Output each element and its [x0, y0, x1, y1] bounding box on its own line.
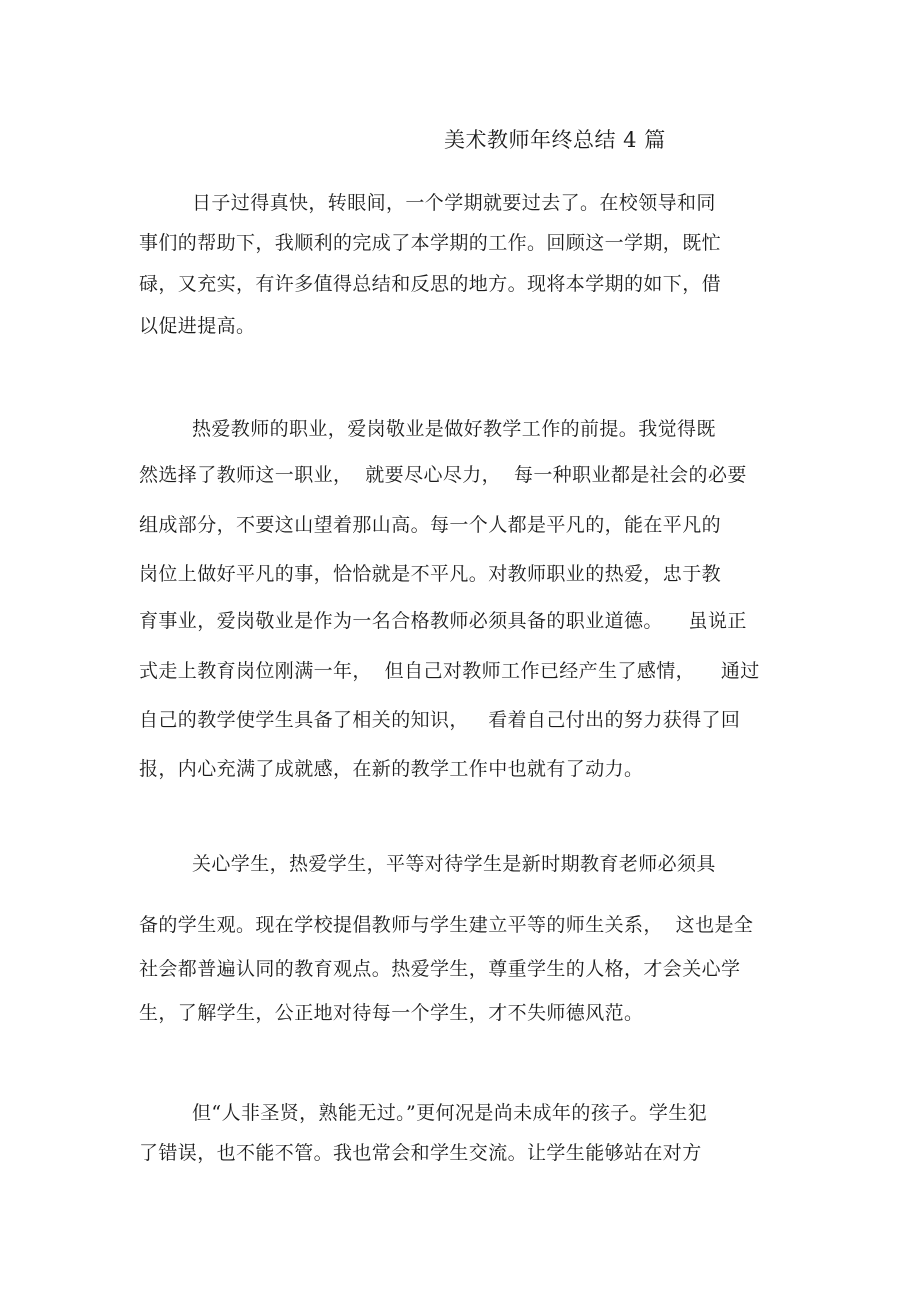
paragraph-3-line: 关心学生，热爱学生，平等对待学生是新时期教育老师必须具 — [192, 853, 716, 875]
paragraph-2-line: 报，内心充满了成就感，在新的教学工作中也就有了动力。 — [139, 758, 644, 780]
document-title: 美术教师年终总结 4 篇 — [444, 128, 666, 152]
paragraph-1-line: 以促进提高。 — [139, 315, 256, 337]
paragraph-4-line: 了错误，也不能不管。我也常会和学生交流。让学生能够站在对方 — [139, 1142, 702, 1164]
paragraph-3-line: 备的学生观。现在学校提倡教师与学生建立平等的师生关系， 这也是全 — [139, 914, 754, 936]
paragraph-3-line: 社会都普遍认同的教育观点。热爱学生，尊重学生的人格，才会关心学 — [139, 958, 741, 980]
paragraph-2-line: 岗位上做好平凡的事，恰恰就是不平凡。对教师职业的热爱，忠于教 — [139, 563, 722, 585]
paragraph-4-line: 但“人非圣贤，熟能无过。”更何况是尚未成年的孩子。学生犯 — [192, 1102, 708, 1124]
paragraph-2-line: 热爱教师的职业，爱岗敬业是做好教学工作的前提。我觉得既 — [192, 418, 716, 440]
paragraph-3-line: 生，了解学生，公正地对待每一个学生，才不失师德风范。 — [139, 1002, 644, 1024]
paragraph-2-line: 式走上教育岗位刚满一年， 但自己对教师工作已经产生了感情， 通过 — [139, 660, 760, 682]
paragraph-1-line: 事们的帮助下，我顺利的完成了本学期的工作。回顾这一学期，既忙 — [139, 232, 722, 254]
paragraph-1-line: 碌，又充实，有许多值得总结和反思的地方。现将本学期的如下，借 — [139, 273, 722, 295]
paragraph-2-line: 组成部分，不要这山望着那山高。每一个人都是平凡的，能在平凡的 — [139, 514, 722, 536]
paragraph-1-line: 日子过得真快，转眼间，一个学期就要过去了。在校领导和同 — [192, 192, 716, 214]
paragraph-2-line: 自己的教学使学生具备了相关的知识， 看着自己付出的努力获得了回 — [139, 709, 741, 731]
paragraph-2-line: 育事业，爱岗敬业是作为一名合格教师必须具备的职业道德。 虽说正 — [139, 610, 747, 632]
paragraph-2-line: 然选择了教师这一职业， 就要尽心尽力， 每一种职业都是社会的必要 — [139, 464, 747, 486]
